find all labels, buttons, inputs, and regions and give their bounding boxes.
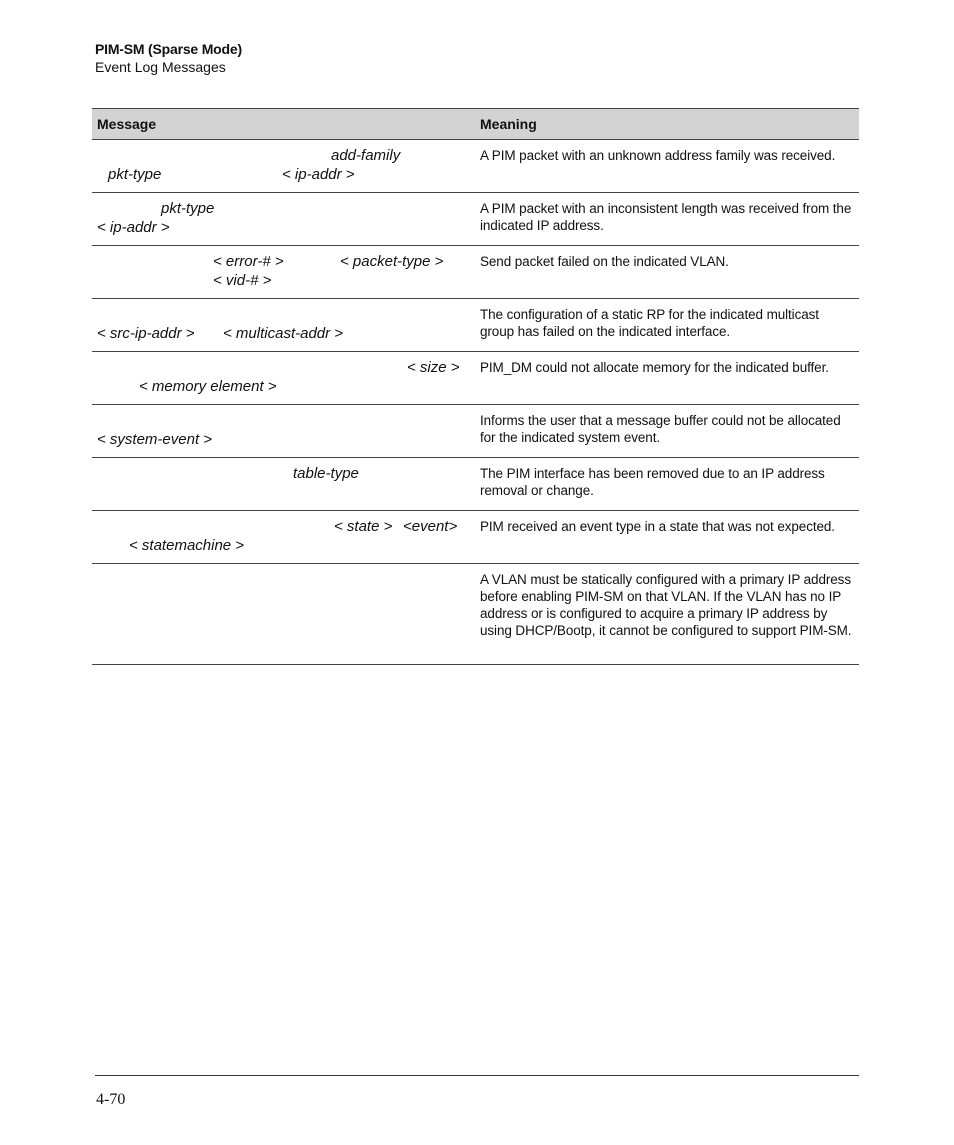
message-fragment: add-family: [331, 147, 401, 164]
table-row: [92, 564, 859, 665]
footer-rule: [95, 1075, 859, 1076]
message-fragment: < ip-addr >: [97, 219, 170, 236]
message-fragment: < vid-# >: [213, 272, 272, 289]
message-fragment: < error-# >: [213, 253, 284, 270]
message-fragment: < ip-addr >: [282, 166, 355, 183]
table-row: [92, 193, 859, 246]
message-fragment: < statemachine >: [129, 537, 245, 554]
meaning-cell: PIM received an event type in a state that was not expected.: [475, 511, 859, 564]
message-fragment: < memory element >: [139, 378, 277, 395]
meaning-cell: Send packet failed on the indicated VLAN.: [475, 246, 859, 299]
message-fragment: < src-ip-addr >: [97, 325, 195, 342]
running-header-title: PIM-SM (Sparse Mode): [95, 41, 242, 57]
running-header-subtitle: Event Log Messages: [95, 59, 226, 75]
column-header-message: Message: [92, 109, 475, 140]
meaning-cell: Informs the user that a message buffer could not be allocated for the indicated system event.: [475, 405, 859, 458]
meaning-cell: The configuration of a static RP for the indicated multicast group has failed on the indicated interface.: [475, 299, 859, 352]
meaning-cell: The PIM interface has been removed due to an IP address removal or change.: [475, 458, 859, 511]
message-cell: [92, 299, 475, 352]
event-log-table: [92, 108, 859, 665]
message-fragment: <event>: [403, 518, 458, 535]
table-row: [92, 405, 859, 458]
table-row: [92, 140, 859, 193]
table-row: [92, 352, 859, 405]
message-cell: [92, 511, 475, 564]
table-row: [92, 458, 859, 511]
message-fragment: < state >: [334, 518, 393, 535]
meaning-cell: A VLAN must be statically configured with a primary IP address before enabling PIM-SM on that VLAN. If the VLAN has no IP address or is configured to acquire a primary IP address by using DHCP/Bootp, it cannot be configured to support PIM-SM.: [475, 564, 859, 665]
message-cell: [92, 352, 475, 405]
meaning-cell: A PIM packet with an unknown address family was received.: [475, 140, 859, 193]
message-cell: [92, 458, 475, 511]
message-fragment: < system-event >: [97, 431, 213, 448]
message-cell: [92, 140, 475, 193]
message-cell: [92, 564, 475, 665]
message-fragment: < multicast-addr >: [223, 325, 344, 342]
message-fragment: < size >: [407, 359, 460, 376]
message-fragment: pkt-type: [161, 200, 215, 217]
message-cell: [92, 193, 475, 246]
message-cell: [92, 405, 475, 458]
table-header-row: [92, 109, 859, 140]
table-row: [92, 511, 859, 564]
meaning-cell: PIM_DM could not allocate memory for the indicated buffer.: [475, 352, 859, 405]
table-row: [92, 299, 859, 352]
message-fragment: < packet-type >: [340, 253, 444, 270]
message-fragment: table-type: [293, 465, 359, 482]
column-header-meaning: Meaning: [475, 109, 859, 140]
page-number: 4-70: [96, 1091, 126, 1108]
table-row: [92, 246, 859, 299]
meaning-cell: A PIM packet with an inconsistent length was received from the indicated IP address.: [475, 193, 859, 246]
message-cell: [92, 246, 475, 299]
message-fragment: pkt-type: [108, 166, 162, 183]
